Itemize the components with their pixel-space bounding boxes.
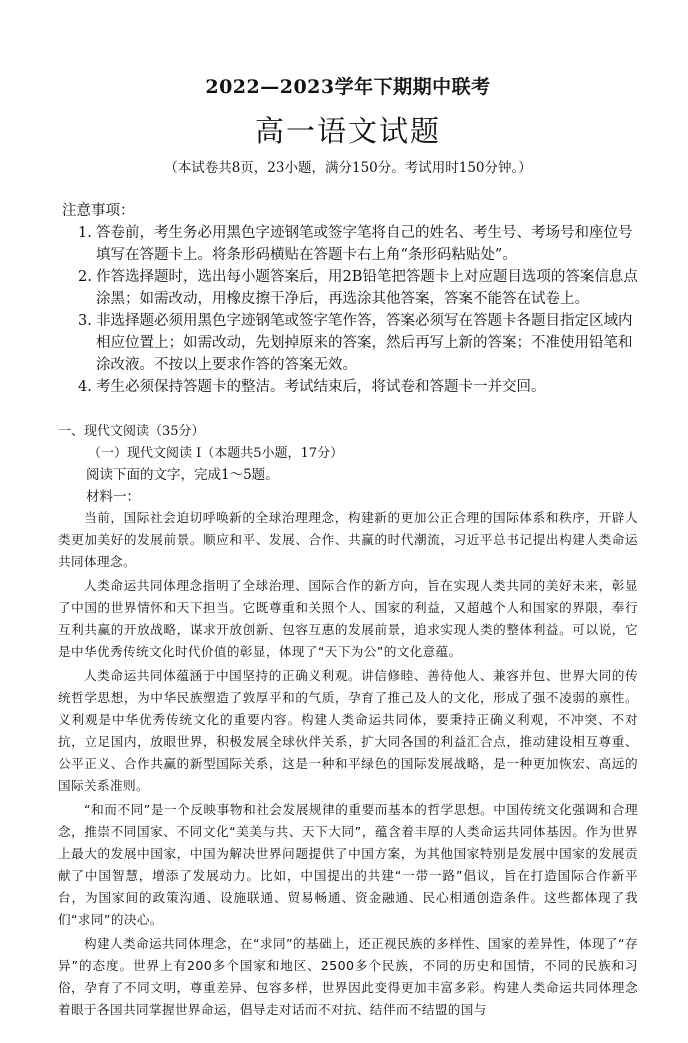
notice-item-text: 考生必须保持答题卡的整洁。考试结束后，将试卷和答题卡一并交回。 — [96, 379, 546, 395]
notice-section — [58, 200, 638, 398]
section-title: 一、现代文阅读（35分） — [58, 424, 205, 439]
notice-item-text: 作答选择题时，选出每小题答案后，用2B铅笔把答题卡上对应题目选项的答案信息点涂黑；如需改动，用橡皮擦干净后，再选涂其他答案，答案不能答在试卷上。 — [96, 269, 638, 307]
material-paragraph: 当前，国际社会迫切呼唤新的全球治理理念，构建新的更加公正合理的国际体系和秩序，开辟人类更加美好的发展前景。顺应和平、发展、合作、共赢的时代潮流，习近平总书记提出构建人类命运共同体理念。 — [58, 510, 638, 569]
notice-item — [78, 222, 638, 266]
material-label: 材料一： — [86, 489, 140, 505]
exam-page — [0, 72, 688, 1043]
notice-item-number: 3. — [78, 313, 92, 329]
notice-item-number: 1. — [78, 225, 92, 241]
material-paragraph: 人类命运共同体理念指明了全球治理、国际合作的新方向，旨在实现人类共同的美好未来，彰显了中国的世界情怀和天下担当。它既尊重和关照个人、国家的利益，又超越个人和国家的界限，奉行互利共赢的开放战略，谋求开放创新、包容互惠的发展前景，追求实现人类的整体利益。可以说，它是中华优秀传统文化时代价值的彰显，体现了“天下为公”的文化意蕴。 — [58, 578, 638, 659]
exam-info: （本试卷共8页，23小题，满分150分。考试用时150分钟。） — [164, 160, 532, 176]
notice-heading: 注意事项： — [62, 203, 135, 219]
notice-item — [78, 266, 638, 310]
subject-title: 高一语文试题 — [254, 114, 441, 148]
material-paragraph: “和而不同”是一个反映事物和社会发展规律的重要而基本的哲学思想。中国传统文化强调和合理念，推崇不同国家、不同文化“美美与共、天下大同”，蕴含着丰厚的人类命运共同体基因。作为世界上最大的发展中国家，中国为解决世界问题提供了中国方案，为其他国家特别是发展中国家的发展贡献了中国智慧，增添了发展动力。比如，中国提出的共建“一带一路”倡议，旨在打造国际合作新平台，为国家间的政策沟通、设施联通、贸易畅通、资金融通、民心相通创造条件。这些都体现了我们“求同”的决心。 — [58, 802, 638, 927]
notice-item — [78, 310, 638, 376]
reading-instruction: 阅读下面的文字，完成1～5题。 — [86, 467, 279, 483]
material-paragraph: 构建人类命运共同体理念，在“求同”的基础上，还正视民族的多样性、国家的差异性，体现了“存异”的态度。世界上有200多个国家和地区、2500多个民族，不同的历史和国情，不同的民族和习俗，孕育了不同文明，尊重差异、包容多样，世界因此变得更加丰富多彩。构建人类命运共同体理念着眼于各国共同掌握世界命运，倡导走对话而不对抗、结伴而不结盟的国与 — [58, 936, 638, 1017]
exam-name: 2022—2023学年下期期中联考 — [205, 76, 491, 98]
section-subtitle: （一）现代文阅读 I（本题共5小题，17分） — [88, 446, 344, 461]
notice-item-text: 答卷前，考生务必用黑色字迹钢笔或签字笔将自己的姓名、考生号、考场号和座位号填写在答题卡上。将条形码横贴在答题卡右上角“条形码粘贴处”。 — [96, 225, 633, 263]
material-paragraph: 人类命运共同体蕴涵于中国坚持的正确义利观。讲信修睦、善待他人、兼容并包、世界大同的传统哲学思想，为中华民族塑造了敦厚平和的气质，孕育了推己及人的文化，形成了强不凌弱的禀性。义利观是中华优秀传统文化的重要内容。构建人类命运共同体，要秉持正确义利观，不冲突、不对抗，立足国内，放眼世界，积极发展全球伙伴关系，扩大同各国的利益汇合点，推动建设相互尊重、公平正义、合作共赢的新型国际关系，这是一种和平绿色的国际发展战略，是一种更加恢宏、高远的国际关系准则。 — [58, 668, 638, 793]
notice-item-number: 2. — [78, 269, 92, 285]
notice-item-text: 非选择题必须用黑色字迹钢笔或签字笔作答，答案必须写在答题卡各题目指定区域内相应位置上；如需改动，先划掉原来的答案，然后再写上新的答案；不准使用铅笔和涂改液。不按以上要求作答的答案无效。 — [96, 313, 633, 373]
notice-item-number: 4. — [78, 379, 92, 395]
notice-item — [78, 376, 638, 398]
